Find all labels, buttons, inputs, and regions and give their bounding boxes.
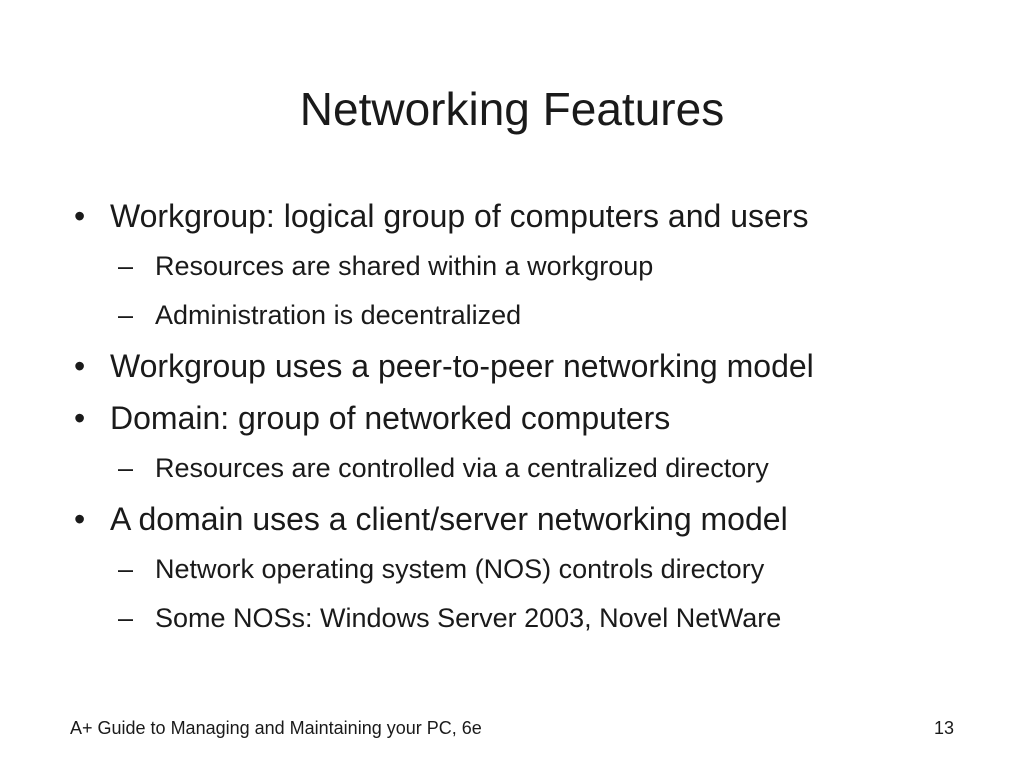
sub-bullet-item <box>0 545 1024 594</box>
bullet-marker: • <box>74 400 86 436</box>
bullet-item <box>0 493 1024 545</box>
dash-marker: – <box>118 300 134 330</box>
bullet-text: Workgroup: logical group of computers and users <box>110 198 809 234</box>
sub-bullet-text: Resources are controlled via a centralized directory <box>155 453 769 483</box>
dash-marker: – <box>118 603 134 633</box>
sub-bullet-item <box>0 291 1024 340</box>
sub-bullet-text: Network operating system (NOS) controls directory <box>155 554 765 584</box>
dash-marker: – <box>118 453 134 483</box>
bullet-text: Workgroup uses a peer-to-peer networking model <box>110 348 814 384</box>
slide-title: Networking Features <box>299 83 725 135</box>
bullet-marker: • <box>74 348 86 384</box>
sub-bullet-item <box>0 594 1024 643</box>
sub-bullet-text: Some NOSs: Windows Server 2003, Novel NetWare <box>155 603 782 633</box>
bullet-text: Domain: group of networked computers <box>110 400 671 436</box>
page-number: 13 <box>933 718 954 738</box>
dash-marker: – <box>118 251 134 281</box>
sub-bullet-item <box>0 242 1024 291</box>
bullet-list <box>0 190 1024 643</box>
sub-bullet-text: Administration is decentralized <box>155 300 522 330</box>
sub-bullet-text: Resources are shared within a workgroup <box>155 251 654 281</box>
bullet-marker: • <box>74 198 86 234</box>
bullet-item <box>0 392 1024 444</box>
slide-footer: A+ Guide to Managing and Maintaining your PC, 6e <box>70 718 482 738</box>
bullet-item <box>0 190 1024 242</box>
bullet-item <box>0 340 1024 392</box>
sub-bullet-item <box>0 444 1024 493</box>
dash-marker: – <box>118 554 134 584</box>
bullet-marker: • <box>74 501 86 537</box>
bullet-text: A domain uses a client/server networking model <box>110 501 788 537</box>
